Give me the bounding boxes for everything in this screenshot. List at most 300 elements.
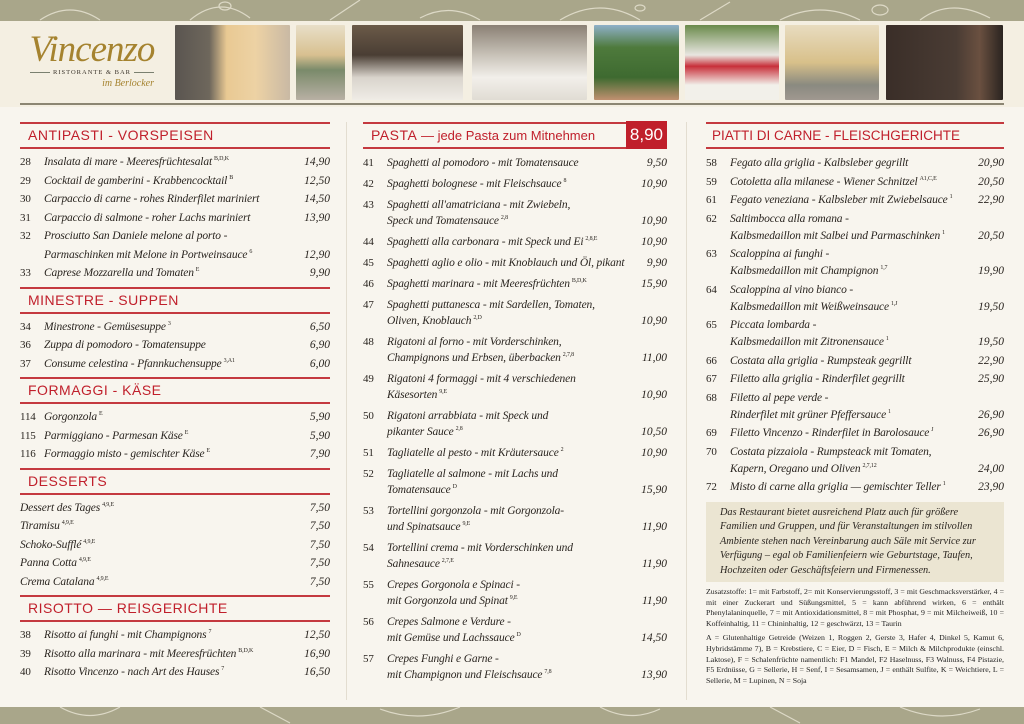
allergen-codes: 6 [249,248,253,255]
item-text-line: Cotoletta alla milanese - Wiener Schnitzel [730,175,918,188]
item-number: 67 [706,373,717,385]
item-number: 52 [363,468,374,480]
item-number: 32 [20,230,31,242]
menu-item [706,174,1004,191]
item-description [730,390,968,424]
allergen-codes: 4,9,E [83,538,96,545]
item-number: 45 [363,257,374,269]
item-number: 63 [706,248,717,260]
item-number: 54 [363,542,374,554]
item-price: 9,90 [309,267,330,279]
item-price: 24,00 [978,462,1004,475]
menu-item [363,371,667,403]
menu-item [706,282,1004,316]
item-number: 53 [363,505,374,517]
item-price: 22,90 [978,194,1004,206]
item-text-line: Risotto ai funghi - mit Champignons [44,629,207,641]
decorative-bottom-band [0,707,1024,724]
menu-item [20,573,330,592]
item-description [44,336,294,355]
item-description [387,176,631,192]
item-description [387,466,631,498]
item-number: 42 [363,178,374,190]
allergen-codes: B [229,174,234,181]
header-divider [20,103,1004,105]
section-heading [20,377,330,404]
photo-building-facade [785,25,879,100]
item-text-line: Saltimbocca alla romana - [730,212,849,225]
item-price: 7,50 [309,501,330,514]
item-number: 57 [363,653,374,665]
item-price: 6,90 [309,339,330,351]
menu-item [706,211,1004,245]
menu-items [706,149,1004,500]
allergen-codes: 1 [949,194,953,200]
menu-item [363,334,667,366]
item-number: 38 [20,629,31,641]
allergen-codes: 3,A1 [223,357,235,364]
item-description [387,503,631,535]
allergen-codes: 7 [221,666,225,672]
menu-item [20,427,330,446]
item-text-line: Oliven, Knoblauch [387,315,472,327]
photo-restaurant-tables [472,25,587,100]
item-text-line: Kapern, Oregano und Oliven [730,462,861,475]
section-title: DESSERTS [28,472,108,489]
menu-item [363,234,667,250]
item-price: 20,50 [978,175,1004,188]
item-text-line: Scaloppina al vino bianco - [730,283,854,296]
menu-item [706,479,1004,496]
item-number: 36 [20,339,31,351]
item-text-line: Prosciutto San Daniele melone al porto - [44,230,228,242]
item-price: 6,00 [309,357,330,370]
item-price: 25,90 [978,373,1004,385]
item-description [730,211,968,245]
allergen-codes: E [195,267,200,273]
item-description [44,626,294,645]
item-price: 19,90 [978,265,1004,277]
allergen-codes: 2,8 [500,215,508,221]
item-number: 39 [20,647,31,660]
item-number: 34 [20,320,31,333]
section-heading [363,122,667,149]
menu-item [363,503,667,535]
item-number: 40 [20,666,31,678]
section-title: MINESTRE - SUPPEN [28,291,179,308]
item-number: 37 [20,357,31,370]
allergen-codes: 2 [560,447,564,453]
allergen-codes: 7,8 [544,669,552,675]
event-info-box: Das Restaurant bietet ausreichend Platz auch für größere Familien und Gruppen, und für Veranstaltungen im stilvollen Ambiente stehen nach Vereinbarung auch Säle mit Service zur Verfügung – egal ob Familienfeiern wie Geburtstage, Taufen, Hochzeiten oder Geschäftsfeiern und Firmenessen. [706,502,1004,583]
item-text-line: Zuppa di pomodoro - Tomatensuppe [44,339,206,351]
item-number: 68 [706,391,717,404]
item-description [730,282,968,316]
photo-table-flowers [685,25,779,100]
item-text-line: Fegato veneziana - Kalbsleber mit Zwiebelsauce [730,194,948,206]
item-number: 72 [706,481,717,493]
item-description [44,264,294,283]
item-number: 59 [706,175,717,188]
item-price: 23,90 [978,481,1004,493]
menu-item [363,276,667,292]
allergen-codes: A1,C,E [919,175,937,182]
item-text-line: Dessert des Tages [20,501,101,514]
item-text-line: Kalbsmedaillon mit Champignon [730,265,879,277]
item-number: 43 [363,199,374,211]
item-price: 10,90 [641,389,667,401]
item-price: 19,50 [978,300,1004,313]
menu-item [20,227,330,264]
item-number: 48 [363,336,374,348]
item-price: 9,50 [646,157,667,169]
allergen-codes: D [516,632,521,638]
item-text-line: Tortellini crema - mit Vorderschinken und [387,542,573,554]
allergen-codes: 1,J [890,300,898,307]
menu-item [20,355,330,374]
item-text-line: Filetto alla griglia - Rinderfilet gegrillt [730,373,905,385]
item-text-line: Gorgonzola [44,411,98,423]
item-price: 15,90 [641,484,667,496]
item-text-line: Käsesorten [387,389,438,401]
allergen-codes: E [99,411,103,417]
item-text-line: Kalbsmedaillon mit Zitronensauce [730,336,884,348]
section-title: PIATTI DI CARNE - FLEISCHGERICHTE [712,128,961,143]
additives-legend: Zusatzstoffe: 1= mit Farbstoff, 2= mit Konservierungsstoff, 3 = mit Geschmacksverstärker, 4 = mit einer Zuckerart und Süßungsmittel, 5 = kann abführend wirken, 6 = enthält Phenylalaninquelle, 7 = mit Antioxidationsmittel, 8 = mit Phosphat, 9 = mit Milcheiweiß, 10 = Koffeinhaltig, 11 = Chininhaltig, 12 = geschwärzt, 13 = Taurin [706,587,1004,628]
allergen-codes: 4,9,E [61,520,74,526]
menu-section-desserts [20,468,330,596]
allergen-codes: 1 [942,229,945,236]
item-number: 55 [363,579,374,591]
item-price: 7,50 [309,575,330,588]
item-number: 69 [706,427,717,439]
menu-item [20,318,330,337]
item-description [387,334,631,366]
allergen-codes: 1 [888,408,891,415]
item-description [387,297,631,329]
allergen-codes: D [452,484,457,490]
item-price: 15,90 [641,278,667,290]
item-number: 114 [20,411,36,423]
item-price: 11,00 [641,352,667,364]
menu-item [363,408,667,440]
logo-name: Vincenzo [29,29,155,70]
item-number: 58 [706,157,717,169]
item-number: 61 [706,194,717,206]
item-text-line: Spaghetti al pomodoro - mit Tomatensauce [387,157,579,169]
item-text-line: Sahnesauce [387,558,440,570]
photo-building-door [296,25,345,100]
item-text-line: Tortellini gorgonzola - mit Gorgonzola- [387,505,564,517]
item-text-line: Filetto al pepe verde - [730,391,829,404]
item-price: 9,90 [646,257,667,269]
allergen-codes: 4,9,E [96,575,109,582]
menu-section-piatti-di-carne-fleischgerichte [706,122,1004,500]
item-number: 65 [706,319,717,331]
menu-items [363,149,667,692]
item-description [387,255,631,271]
item-description [44,209,294,228]
item-text-line: Tomatensauce [387,484,451,496]
section-heading [20,595,330,622]
item-price: 12,50 [304,629,330,641]
logo-location: im Berlocker [102,78,154,89]
item-text-line: Carpaccio di salmone - roher Lachs mariniert [44,211,251,224]
item-text-line: Champignons und Erbsen, überbacken [387,352,561,364]
item-description [20,517,294,536]
menu-item [20,153,330,172]
item-description [730,444,968,478]
menu-item [363,466,667,498]
item-text-line: Costata pizzaiola - Rumpsteack mit Tomaten, [730,445,932,458]
item-description [44,190,294,209]
menu-item [363,651,667,683]
item-description [20,554,294,573]
item-description [387,276,631,292]
item-number: 51 [363,447,374,459]
menu-item [363,445,667,461]
item-description [44,408,294,427]
item-description [44,663,294,682]
item-price: 10,90 [641,215,667,227]
item-text-line: mit Champignon und Fleischsauce [387,669,543,681]
menu-items [20,149,330,287]
item-price: 13,90 [304,211,330,224]
item-price: 12,50 [304,174,330,187]
section-heading [706,122,1004,149]
item-text-line: Spaghetti puttanesca - mit Sardellen, Tomaten, [387,299,595,311]
item-number: 64 [706,283,717,296]
menu-item [706,317,1004,351]
item-price: 20,50 [978,229,1004,242]
menu-section-minestre-suppen [20,287,330,378]
menu-item [363,614,667,646]
item-description [387,445,631,461]
item-price: 10,90 [641,447,667,459]
item-price: 10,90 [641,178,667,190]
item-text-line: Kalbsmedaillon mit Salbei und Parmaschinken [730,229,941,242]
item-number: 31 [20,211,31,224]
allergen-codes: 2,D [473,315,482,321]
item-text-line: Piccata lombarda - [730,319,817,331]
item-text-line: Costata alla griglia - Rumpsteak gegrillt [730,354,912,367]
menu-item [20,264,330,283]
menu-item [706,155,1004,172]
menu-item [363,155,667,171]
item-text-line: Tagliatelle al pesto - mit Kräutersauce [387,447,559,459]
menu-item [706,444,1004,478]
allergen-codes: B,D,K [213,156,229,162]
item-text-line: Crepes Salmone e Verdure - [387,616,511,628]
item-price: 11,90 [641,558,667,570]
item-price: 10,90 [641,236,667,248]
item-text-line: Spaghetti marinara - mit Meeresfrüchten [387,278,570,290]
item-number: 115 [20,429,36,442]
item-text-line: Cocktail de gamberini - Krabbencocktail [44,174,228,187]
item-description [387,614,631,646]
decorative-top-band [0,0,1024,21]
item-description [44,153,294,172]
item-number: 50 [363,410,374,422]
left-column [20,122,330,686]
menu-item [706,371,1004,388]
item-text-line: pikanter Sauce [387,426,454,438]
menu-items [20,404,330,468]
menu-item [706,246,1004,280]
item-text-line: Minestrone - Gemüsesuppe [44,320,166,333]
item-text-line: Parmiggiano - Parmesan Käse [44,429,183,442]
allergen-codes: 9,E [509,595,518,601]
item-number: 44 [363,236,374,248]
item-price: 16,50 [304,666,330,678]
item-text-line: Rigatoni 4 formaggi - mit 4 verschiedenen [387,373,576,385]
menu-items [20,495,330,596]
menu-item [363,297,667,329]
allergen-codes: 1 [885,336,889,342]
menu-item [20,554,330,573]
item-text-line: Insalata di mare - Meeresfrüchtesalat [44,156,212,168]
item-text-line: Tiramisu [20,520,60,532]
header [0,21,1024,107]
item-number: 70 [706,445,717,458]
photo-chef-entrance [175,25,290,100]
menu-item [363,577,667,609]
item-text-line: Caprese Mozzarella und Tomaten [44,267,194,279]
menu-item [363,255,667,271]
item-price: 7,50 [309,538,330,551]
item-text-line: Consume celestina - Pfannkuchensuppe [44,357,222,370]
item-price: 7,90 [309,448,330,460]
allergen-codes: J [931,427,934,433]
menu-item [20,445,330,464]
item-text-line: und Spinatsauce [387,521,461,533]
item-description [730,371,968,388]
item-number: 49 [363,373,374,385]
menu-section-risotto-reisgerichte [20,595,330,686]
menu-item [20,536,330,555]
allergen-codes: 7 [208,629,212,635]
item-text-line: Spaghetti alla carbonara - mit Speck und Ei [387,236,584,248]
footnotes [706,587,1004,686]
item-number: 41 [363,157,374,169]
item-text-line: Crepes Funghi e Garne - [387,653,499,665]
menu-items [20,314,330,378]
allergen-codes: 4,9,E [102,501,115,508]
middle-column [363,122,667,692]
item-description [387,540,631,572]
item-text-line: Fegato alla griglia - Kalbsleber gegrillt [730,157,909,169]
item-description [387,577,631,609]
allergen-codes: E [184,429,189,436]
item-text-line: Carpaccio di carne - rohes Rinderfilet mariniert [44,193,260,205]
item-price: 7,50 [309,557,330,569]
item-text-line: Rigatoni arrabbiata - mit Speck und [387,410,549,422]
item-description [44,318,294,337]
column-divider [686,122,687,700]
item-description [730,353,968,370]
menu-item [20,517,330,536]
allergen-codes: 3 [167,320,171,327]
section-title: ANTIPASTI - VORSPEISEN [28,127,214,143]
item-text-line: Schoko-Sufflé [20,538,82,551]
item-price: 14,50 [641,632,667,644]
menu-item [20,499,330,518]
item-text-line: Crepes Gorgonola e Spinaci - [387,579,520,591]
menu-item [706,425,1004,442]
allergen-codes: 8 [563,178,567,184]
item-description [44,427,294,446]
item-text-line: Risotto alla marinara - mit Meeresfrüchten [44,647,237,660]
logo-subtitle: RISTORANTE & BAR [22,69,162,76]
item-description [730,246,968,280]
item-number: 29 [20,174,31,187]
item-text-line: Spaghetti all'amatriciana - mit Zwiebeln, [387,199,571,211]
item-number: 47 [363,299,374,311]
photo-dining-room [352,25,463,100]
takeaway-price-badge: 8,90 [626,121,667,149]
restaurant-logo [22,29,162,103]
item-number: 56 [363,616,374,628]
item-text-line: Spaghetti bolognese - mit Fleischsauce [387,178,562,190]
section-heading [20,468,330,495]
item-description [387,371,631,403]
item-description [730,192,968,209]
menu-item [363,176,667,192]
item-number: 62 [706,212,717,225]
item-description [44,355,294,374]
item-text-line: Crema Catalana [20,575,95,588]
item-number: 30 [20,193,31,205]
menu-item [20,663,330,682]
section-heading [20,287,330,314]
item-description [44,645,294,664]
menu-item [363,540,667,572]
allergen-codes: 1 [942,481,946,487]
item-number: 46 [363,278,374,290]
menu-item [20,190,330,209]
item-text-line: Scaloppina ai funghi - [730,248,830,260]
menu-section-formaggi-ka-se [20,377,330,468]
item-description [44,445,294,464]
allergen-codes: B,D,K [238,647,254,654]
item-text-line: Speck und Tomatensauce [387,215,499,227]
item-text-line: Tagliatelle al salmone - mit Lachs und [387,468,558,480]
item-description [44,172,294,191]
item-description [20,573,294,592]
allergen-codes: 2,7,12 [862,462,877,469]
item-description [387,651,631,683]
item-description [730,174,968,191]
allergen-codes: E [206,448,211,454]
item-price: 10,50 [641,426,667,438]
item-price: 5,90 [309,411,330,423]
item-price: 16,90 [304,647,330,660]
item-price: 22,90 [978,354,1004,367]
item-description [387,234,631,250]
item-number: 33 [20,267,31,279]
item-description [730,425,968,442]
item-text-line: Misto di carne alla griglia — gemischter Teller [730,481,941,493]
item-price: 5,90 [309,429,330,442]
item-text-line: Formaggio misto - gemischter Käse [44,448,205,460]
section-title: RISOTTO — REISGERICHTE [28,600,228,616]
menu-item [363,197,667,229]
menu-item [20,172,330,191]
item-price: 14,50 [304,193,330,205]
item-description [20,499,294,518]
item-price: 14,90 [304,156,330,168]
item-price: 11,90 [641,521,667,533]
